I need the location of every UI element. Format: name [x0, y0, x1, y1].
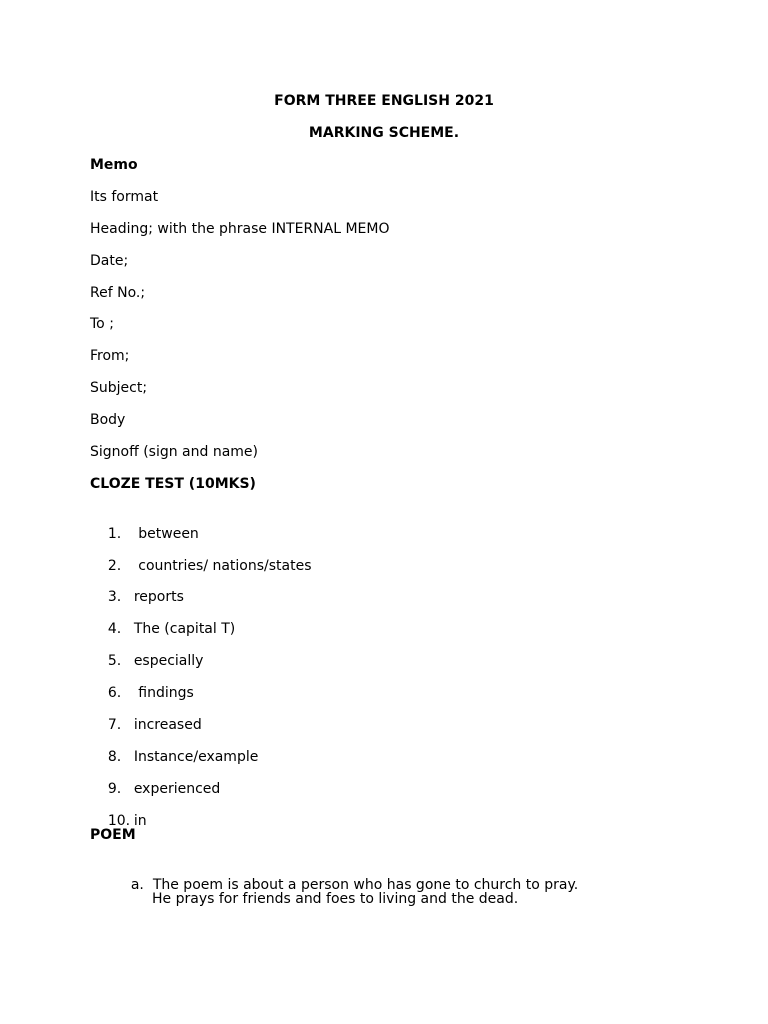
memo-item: Signoff (sign and name) [90, 444, 259, 460]
cloze-item-number: 4. [107, 621, 122, 637]
cloze-item-answer: experienced [133, 781, 221, 797]
cloze-item-answer: Instance/example [133, 749, 259, 765]
memo-item: Ref No.; [90, 285, 146, 301]
poem-heading: POEM [90, 827, 136, 843]
poem-item-marker: a. [130, 877, 144, 893]
cloze-item-number: 2. [107, 558, 122, 574]
cloze-item-answer: The (capital T) [133, 621, 236, 637]
cloze-item-number: 5. [107, 653, 122, 669]
memo-item: Its format [90, 189, 159, 205]
cloze-item-number: 1. [107, 526, 122, 542]
poem-item-a-continuation: He prays for friends and foes to living and the dead. [152, 891, 519, 907]
cloze-item-answer: increased [133, 717, 202, 733]
memo-item: Heading; with the phrase INTERNAL MEMO [90, 221, 390, 237]
poem-item-text: The poem is about a person who has gone to church to pray. [152, 877, 579, 893]
cloze-item-number: 8. [107, 749, 122, 765]
memo-item: Subject; [90, 380, 148, 396]
cloze-item-answer: reports [133, 589, 184, 605]
cloze-item-number: 7. [107, 717, 122, 733]
memo-item: Body [90, 412, 126, 428]
cloze-heading: CLOZE TEST (10MKS) [90, 476, 256, 492]
memo-heading: Memo [90, 157, 138, 173]
cloze-item-number: 6. [107, 685, 122, 701]
cloze-item-answer: especially [133, 653, 204, 669]
memo-item: From; [90, 348, 130, 364]
cloze-item-answer: between [133, 526, 199, 542]
memo-item: Date; [90, 253, 129, 269]
cloze-item-number: 3. [107, 589, 122, 605]
document-title: FORM THREE ENGLISH 2021 [274, 93, 494, 109]
memo-item: To ; [90, 316, 114, 332]
cloze-item-answer: in [133, 813, 147, 829]
cloze-item-number: 9. [107, 781, 122, 797]
cloze-item-number: 10. [107, 813, 131, 829]
cloze-item-answer: countries/ nations/states [133, 558, 312, 574]
cloze-item-answer: findings [133, 685, 194, 701]
document-subtitle: MARKING SCHEME. [308, 125, 460, 141]
